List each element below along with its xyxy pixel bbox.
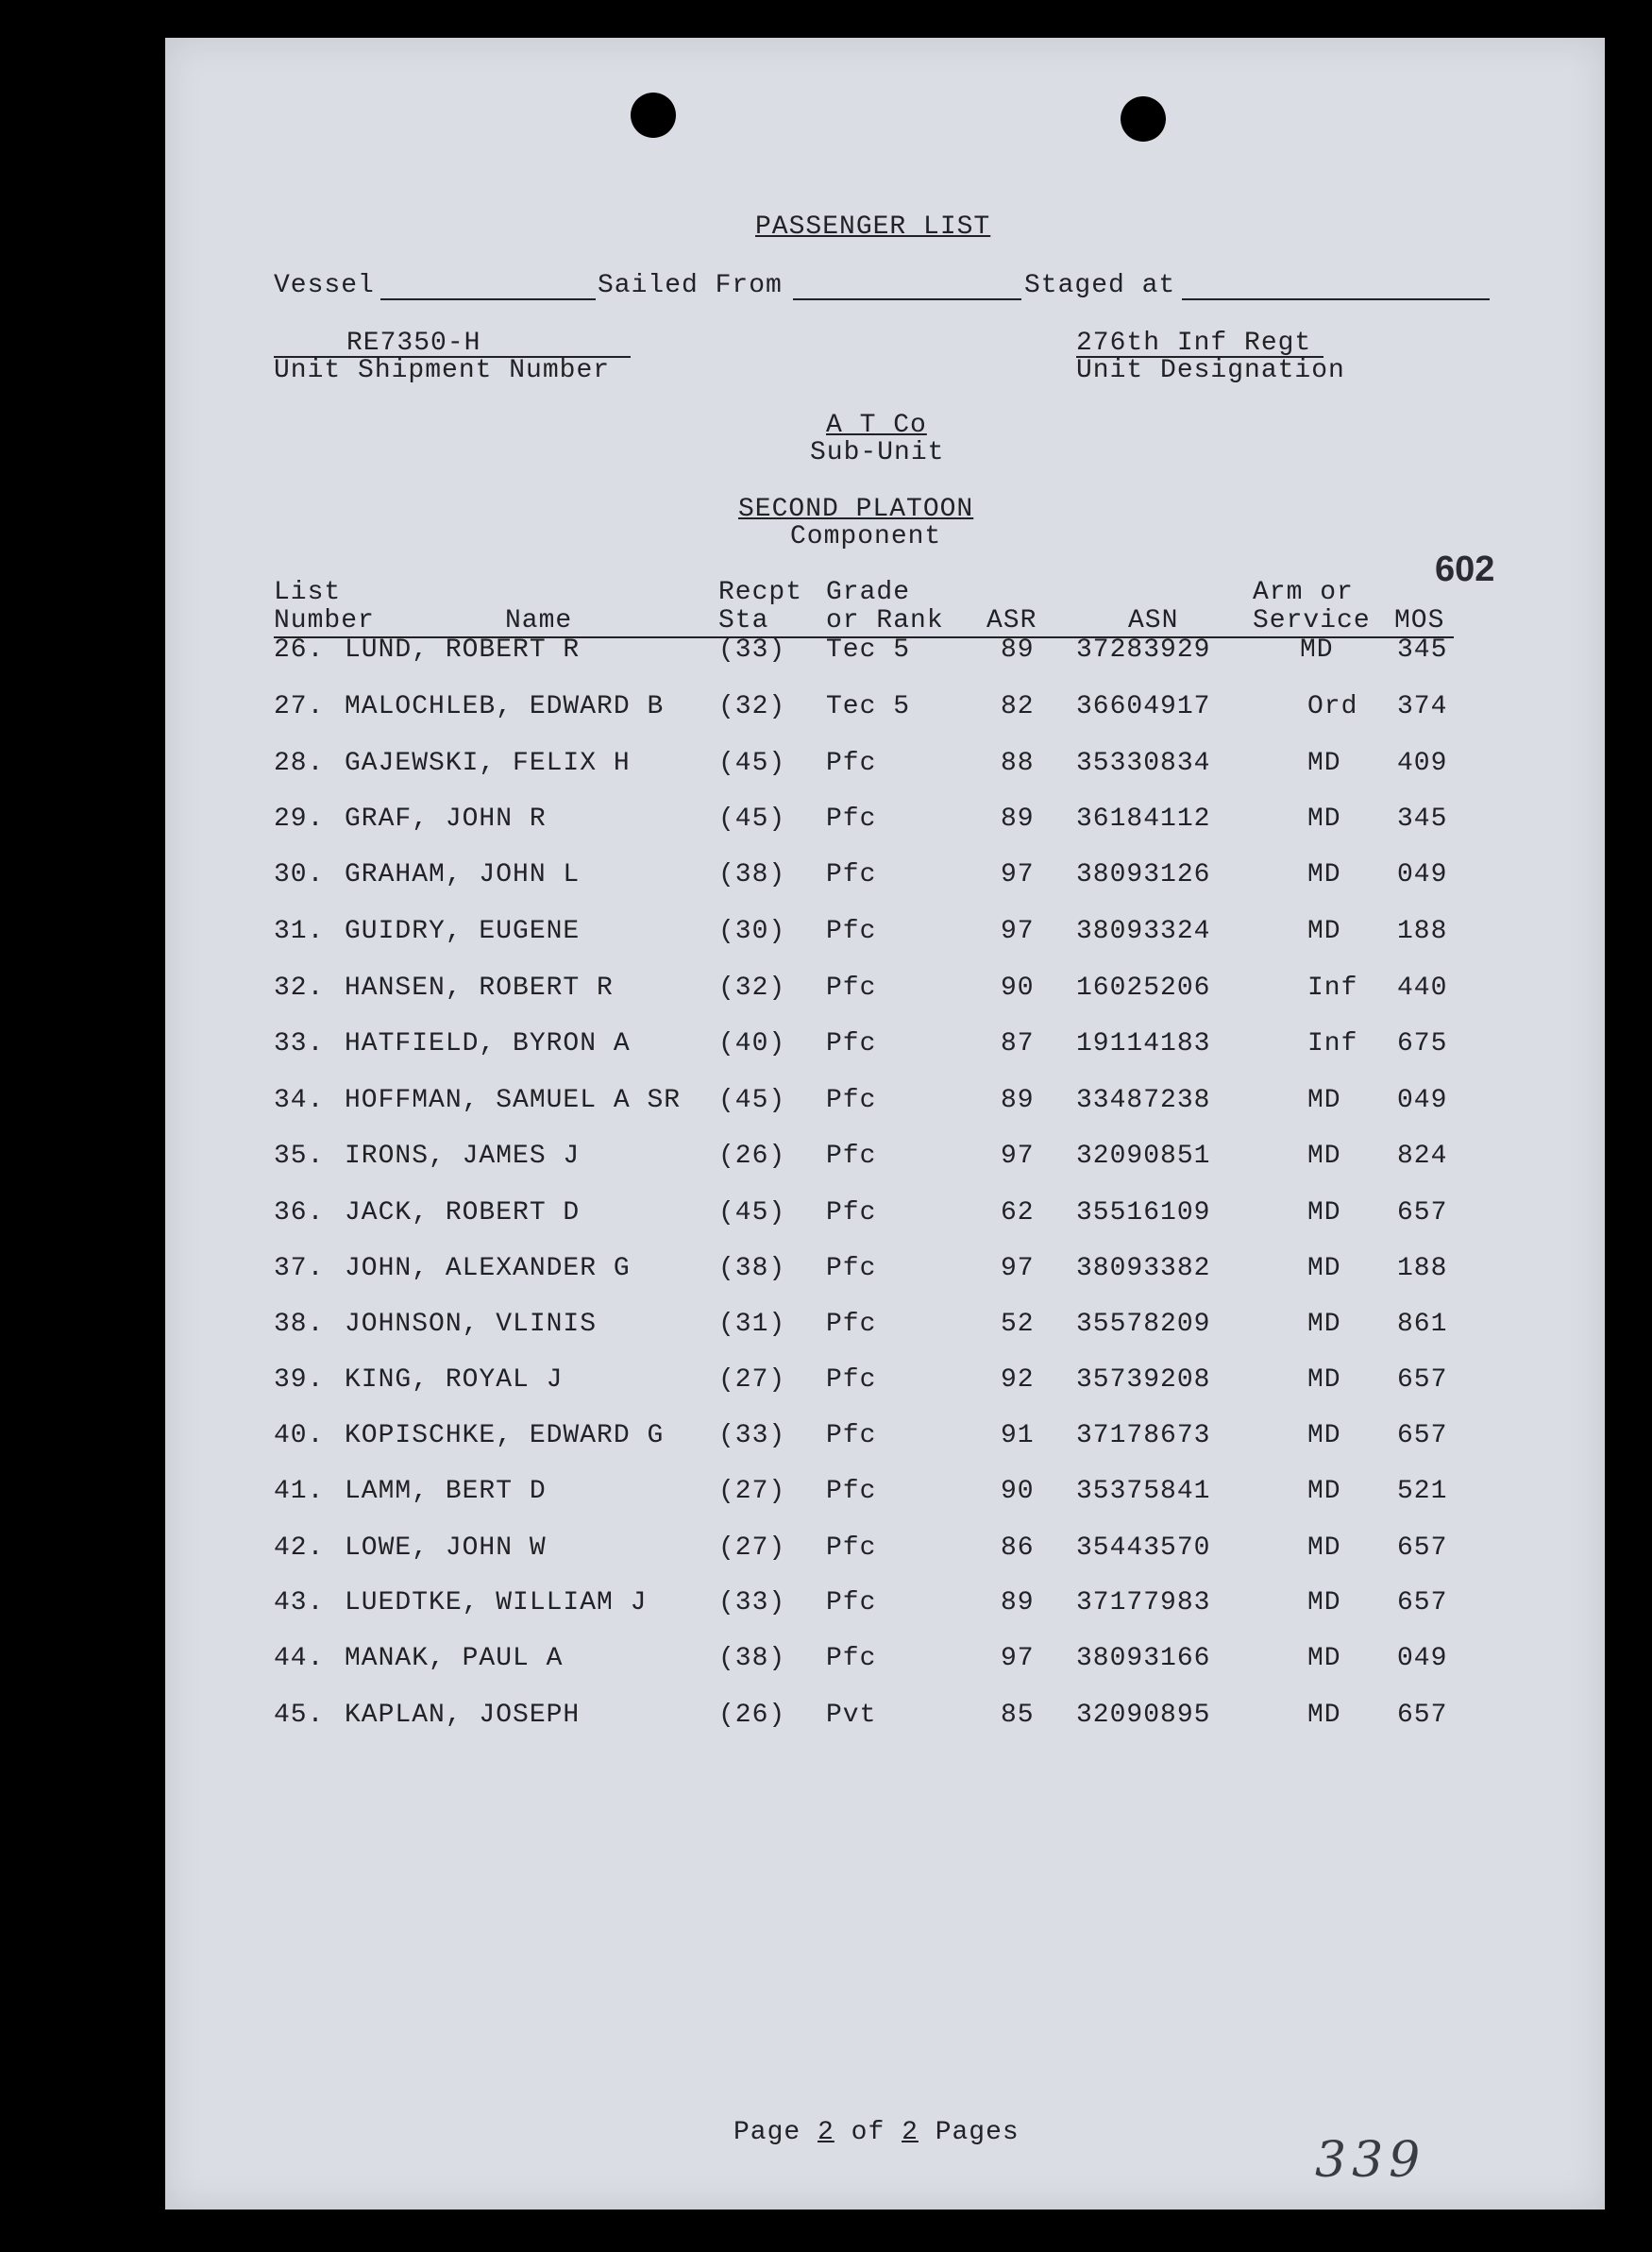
staged-at-field-line [1182, 298, 1490, 300]
passenger-name: IRONS, JAMES J [345, 1142, 581, 1171]
arm-service: MD [1307, 1644, 1341, 1673]
passenger-name: MALOCHLEB, EDWARD B [345, 692, 665, 721]
table-row [165, 635, 1605, 673]
arm-service: MD [1307, 1086, 1341, 1115]
table-row [165, 749, 1605, 787]
handwritten-number: 339 [1315, 2132, 1426, 2189]
table-row [165, 917, 1605, 955]
arm-service: MD [1307, 1588, 1341, 1617]
arm-service: MD [1307, 804, 1341, 834]
grade: Pfc [826, 1029, 877, 1058]
col-recpt-line2: Sta [718, 606, 769, 635]
arm-service: MD [1307, 860, 1341, 889]
grade: Pfc [826, 1421, 877, 1450]
unit-shipment-number-label: Unit Shipment Number [274, 356, 611, 385]
asn: 35330834 [1076, 749, 1211, 778]
sailed-from-label: Sailed From [598, 271, 783, 300]
asn: 36184112 [1076, 804, 1211, 834]
arm-service: MD [1307, 1254, 1341, 1283]
passenger-name: GAJEWSKI, FELIX H [345, 749, 631, 778]
grade: Pfc [826, 1086, 877, 1115]
list-number: 34. [274, 1086, 325, 1115]
table-row [165, 1533, 1605, 1571]
punch-hole-right [1121, 96, 1166, 142]
arm-service: MD [1307, 1477, 1341, 1506]
table-row [165, 692, 1605, 730]
asr: 91 [1001, 1421, 1035, 1450]
table-row [165, 974, 1605, 1011]
recpt-sta: (40) [718, 1029, 786, 1058]
mos: 675 [1397, 1029, 1448, 1058]
recpt-sta: (33) [718, 1421, 786, 1450]
recpt-sta: (31) [718, 1310, 786, 1339]
recpt-sta: (26) [718, 1142, 786, 1171]
table-row [165, 1588, 1605, 1626]
grade: Pfc [826, 1142, 877, 1171]
grade: Pfc [826, 974, 877, 1003]
asr: 52 [1001, 1310, 1035, 1339]
asn: 35739208 [1076, 1365, 1211, 1395]
list-number: 31. [274, 917, 325, 946]
table-row [165, 860, 1605, 898]
col-arm-line1: Arm or [1253, 578, 1354, 607]
col-grade-line1: Grade [826, 578, 911, 607]
asn: 36604917 [1076, 692, 1211, 721]
recpt-sta: (45) [718, 749, 786, 778]
of-word: of [851, 2118, 885, 2147]
recpt-sta: (32) [718, 974, 786, 1003]
list-number: 36. [274, 1198, 325, 1228]
asn: 38093126 [1076, 860, 1211, 889]
mos: 440 [1397, 974, 1448, 1003]
mos: 521 [1397, 1477, 1448, 1506]
list-number: 28. [274, 749, 325, 778]
recpt-sta: (38) [718, 1254, 786, 1283]
passenger-name: JOHNSON, VLINIS [345, 1310, 598, 1339]
asn: 37178673 [1076, 1421, 1211, 1450]
arm-service: MD [1307, 1365, 1341, 1395]
asr: 97 [1001, 1142, 1035, 1171]
col-name: Name [505, 606, 573, 635]
list-number: 44. [274, 1644, 325, 1673]
passenger-name: GRAHAM, JOHN L [345, 860, 581, 889]
passenger-name: HANSEN, ROBERT R [345, 974, 614, 1003]
grade: Pfc [826, 1533, 877, 1563]
list-number: 27. [274, 692, 325, 721]
passenger-name: KING, ROYAL J [345, 1365, 564, 1395]
table-row [165, 1254, 1605, 1292]
arm-service: MD [1307, 917, 1341, 946]
recpt-sta: (45) [718, 1198, 786, 1228]
table-row [165, 1477, 1605, 1515]
asr: 92 [1001, 1365, 1035, 1395]
list-number: 42. [274, 1533, 325, 1563]
grade: Pfc [826, 1477, 877, 1506]
grade: Pfc [826, 1198, 877, 1228]
document-title: PASSENGER LIST [755, 212, 991, 242]
recpt-sta: (38) [718, 860, 786, 889]
list-number: 32. [274, 974, 325, 1003]
col-list-number-line2: Number [274, 606, 375, 635]
asr: 97 [1001, 1254, 1035, 1283]
mos: 049 [1397, 1086, 1448, 1115]
recpt-sta: (26) [718, 1701, 786, 1730]
asr: 86 [1001, 1533, 1035, 1563]
mos: 345 [1397, 804, 1448, 834]
pages-word: Pages [935, 2118, 1020, 2147]
table-row [165, 1198, 1605, 1236]
recpt-sta: (38) [718, 1644, 786, 1673]
passenger-name: GUIDRY, EUGENE [345, 917, 581, 946]
asn: 38093382 [1076, 1254, 1211, 1283]
passenger-name: KAPLAN, JOSEPH [345, 1701, 581, 1730]
mos: 374 [1397, 692, 1448, 721]
asn: 38093166 [1076, 1644, 1211, 1673]
table-row [165, 1701, 1605, 1738]
vessel-label: Vessel [274, 271, 375, 300]
stamp-number: 602 [1435, 550, 1495, 589]
col-grade-line2: or Rank [826, 606, 944, 635]
asn: 32090895 [1076, 1701, 1211, 1730]
list-number: 26. [274, 635, 325, 665]
component-value: SECOND PLATOON [738, 495, 974, 524]
passenger-name: HOFFMAN, SAMUEL A SR [345, 1086, 682, 1115]
grade: Pfc [826, 1365, 877, 1395]
arm-service: MD [1307, 1198, 1341, 1228]
grade: Pfc [826, 1588, 877, 1617]
col-mos: MOS [1394, 606, 1445, 635]
recpt-sta: (27) [718, 1533, 786, 1563]
recpt-sta: (27) [718, 1477, 786, 1506]
asr: 97 [1001, 860, 1035, 889]
col-asn: ASN [1128, 606, 1179, 635]
grade: Pvt [826, 1701, 877, 1730]
grade: Pfc [826, 749, 877, 778]
table-row [165, 1086, 1605, 1124]
asn: 32090851 [1076, 1142, 1211, 1171]
asr: 97 [1001, 1644, 1035, 1673]
arm-service: MD [1307, 1421, 1341, 1450]
passenger-name: MANAK, PAUL A [345, 1644, 564, 1673]
sub-unit-value: A T Co [826, 411, 927, 440]
mos: 188 [1397, 1254, 1448, 1283]
recpt-sta: (27) [718, 1365, 786, 1395]
asr: 89 [1001, 635, 1035, 665]
asn: 38093324 [1076, 917, 1211, 946]
passenger-name: LUND, ROBERT R [345, 635, 581, 665]
arm-service: Inf [1307, 1029, 1358, 1058]
page-word: Page [733, 2118, 801, 2147]
asr: 89 [1001, 804, 1035, 834]
grade: Pfc [826, 860, 877, 889]
unit-shipment-number: RE7350-H [346, 329, 481, 358]
asn: 35516109 [1076, 1198, 1211, 1228]
table-row [165, 1421, 1605, 1459]
mos: 657 [1397, 1365, 1448, 1395]
table-row [165, 804, 1605, 842]
list-number: 35. [274, 1142, 325, 1171]
col-arm-line2: Service [1253, 606, 1371, 635]
vessel-field-line [380, 298, 596, 300]
asr: 62 [1001, 1198, 1035, 1228]
table-row [165, 1644, 1605, 1682]
list-number: 29. [274, 804, 325, 834]
punch-hole-left [631, 93, 676, 138]
recpt-sta: (33) [718, 1588, 786, 1617]
mos: 188 [1397, 917, 1448, 946]
asr: 82 [1001, 692, 1035, 721]
table-row [165, 1365, 1605, 1403]
table-row [165, 1142, 1605, 1179]
recpt-sta: (33) [718, 635, 786, 665]
asn: 35578209 [1076, 1310, 1211, 1339]
asr: 90 [1001, 974, 1035, 1003]
mos: 824 [1397, 1142, 1448, 1171]
unit-designation-label: Unit Designation [1076, 356, 1345, 385]
passenger-name: LAMM, BERT D [345, 1477, 547, 1506]
arm-service: Ord [1307, 692, 1358, 721]
list-number: 45. [274, 1701, 325, 1730]
grade: Pfc [826, 1310, 877, 1339]
grade: Tec 5 [826, 635, 911, 665]
asr: 97 [1001, 917, 1035, 946]
mos: 657 [1397, 1588, 1448, 1617]
list-number: 33. [274, 1029, 325, 1058]
list-number: 38. [274, 1310, 325, 1339]
sub-unit-label: Sub-Unit [810, 438, 945, 467]
passenger-name: LUEDTKE, WILLIAM J [345, 1588, 648, 1617]
list-number: 40. [274, 1421, 325, 1450]
list-number: 43. [274, 1588, 325, 1617]
asr: 85 [1001, 1701, 1035, 1730]
passenger-name: GRAF, JOHN R [345, 804, 547, 834]
asn: 35375841 [1076, 1477, 1211, 1506]
arm-service: MD [1307, 1142, 1341, 1171]
mos: 657 [1397, 1198, 1448, 1228]
col-recpt-line1: Recpt [718, 578, 803, 607]
arm-service: MD [1300, 635, 1334, 665]
asn: 37177983 [1076, 1588, 1211, 1617]
list-number: 41. [274, 1477, 325, 1506]
document-page [165, 38, 1605, 2210]
asn: 33487238 [1076, 1086, 1211, 1115]
asr: 89 [1001, 1588, 1035, 1617]
list-number: 39. [274, 1365, 325, 1395]
arm-service: Inf [1307, 974, 1358, 1003]
table-row [165, 1310, 1605, 1347]
arm-service: MD [1307, 1533, 1341, 1563]
mos: 657 [1397, 1421, 1448, 1450]
asn: 37283929 [1076, 635, 1211, 665]
component-label: Component [790, 522, 942, 551]
grade: Tec 5 [826, 692, 911, 721]
grade: Pfc [826, 804, 877, 834]
arm-service: MD [1307, 1310, 1341, 1339]
asr: 87 [1001, 1029, 1035, 1058]
sailed-from-field-line [793, 298, 1021, 300]
arm-service: MD [1307, 749, 1341, 778]
list-number: 37. [274, 1254, 325, 1283]
asr: 88 [1001, 749, 1035, 778]
passenger-name: KOPISCHKE, EDWARD G [345, 1421, 665, 1450]
mos: 657 [1397, 1533, 1448, 1563]
col-list-number-line1: List [274, 578, 342, 607]
passenger-name: HATFIELD, BYRON A [345, 1029, 631, 1058]
mos: 409 [1397, 749, 1448, 778]
mos: 345 [1397, 635, 1448, 665]
arm-service: MD [1307, 1701, 1341, 1730]
table-row [165, 1029, 1605, 1067]
recpt-sta: (45) [718, 804, 786, 834]
grade: Pfc [826, 1254, 877, 1283]
mos: 657 [1397, 1701, 1448, 1730]
list-number: 30. [274, 860, 325, 889]
recpt-sta: (32) [718, 692, 786, 721]
col-asr: ASR [986, 606, 1037, 635]
staged-at-label: Staged at [1024, 271, 1176, 300]
recpt-sta: (30) [718, 917, 786, 946]
passenger-name: LOWE, JOHN W [345, 1533, 547, 1563]
page-total: 2 [902, 2118, 919, 2147]
asn: 35443570 [1076, 1533, 1211, 1563]
asn: 19114183 [1076, 1029, 1211, 1058]
asn: 16025206 [1076, 974, 1211, 1003]
page-indicator [733, 2118, 1020, 2147]
page-current: 2 [818, 2118, 834, 2147]
mos: 049 [1397, 1644, 1448, 1673]
asr: 89 [1001, 1086, 1035, 1115]
mos: 049 [1397, 860, 1448, 889]
passenger-name: JACK, ROBERT D [345, 1198, 581, 1228]
recpt-sta: (45) [718, 1086, 786, 1115]
grade: Pfc [826, 917, 877, 946]
passenger-name: JOHN, ALEXANDER G [345, 1254, 631, 1283]
asr: 90 [1001, 1477, 1035, 1506]
grade: Pfc [826, 1644, 877, 1673]
mos: 861 [1397, 1310, 1448, 1339]
unit-designation: 276th Inf Regt [1076, 329, 1312, 358]
